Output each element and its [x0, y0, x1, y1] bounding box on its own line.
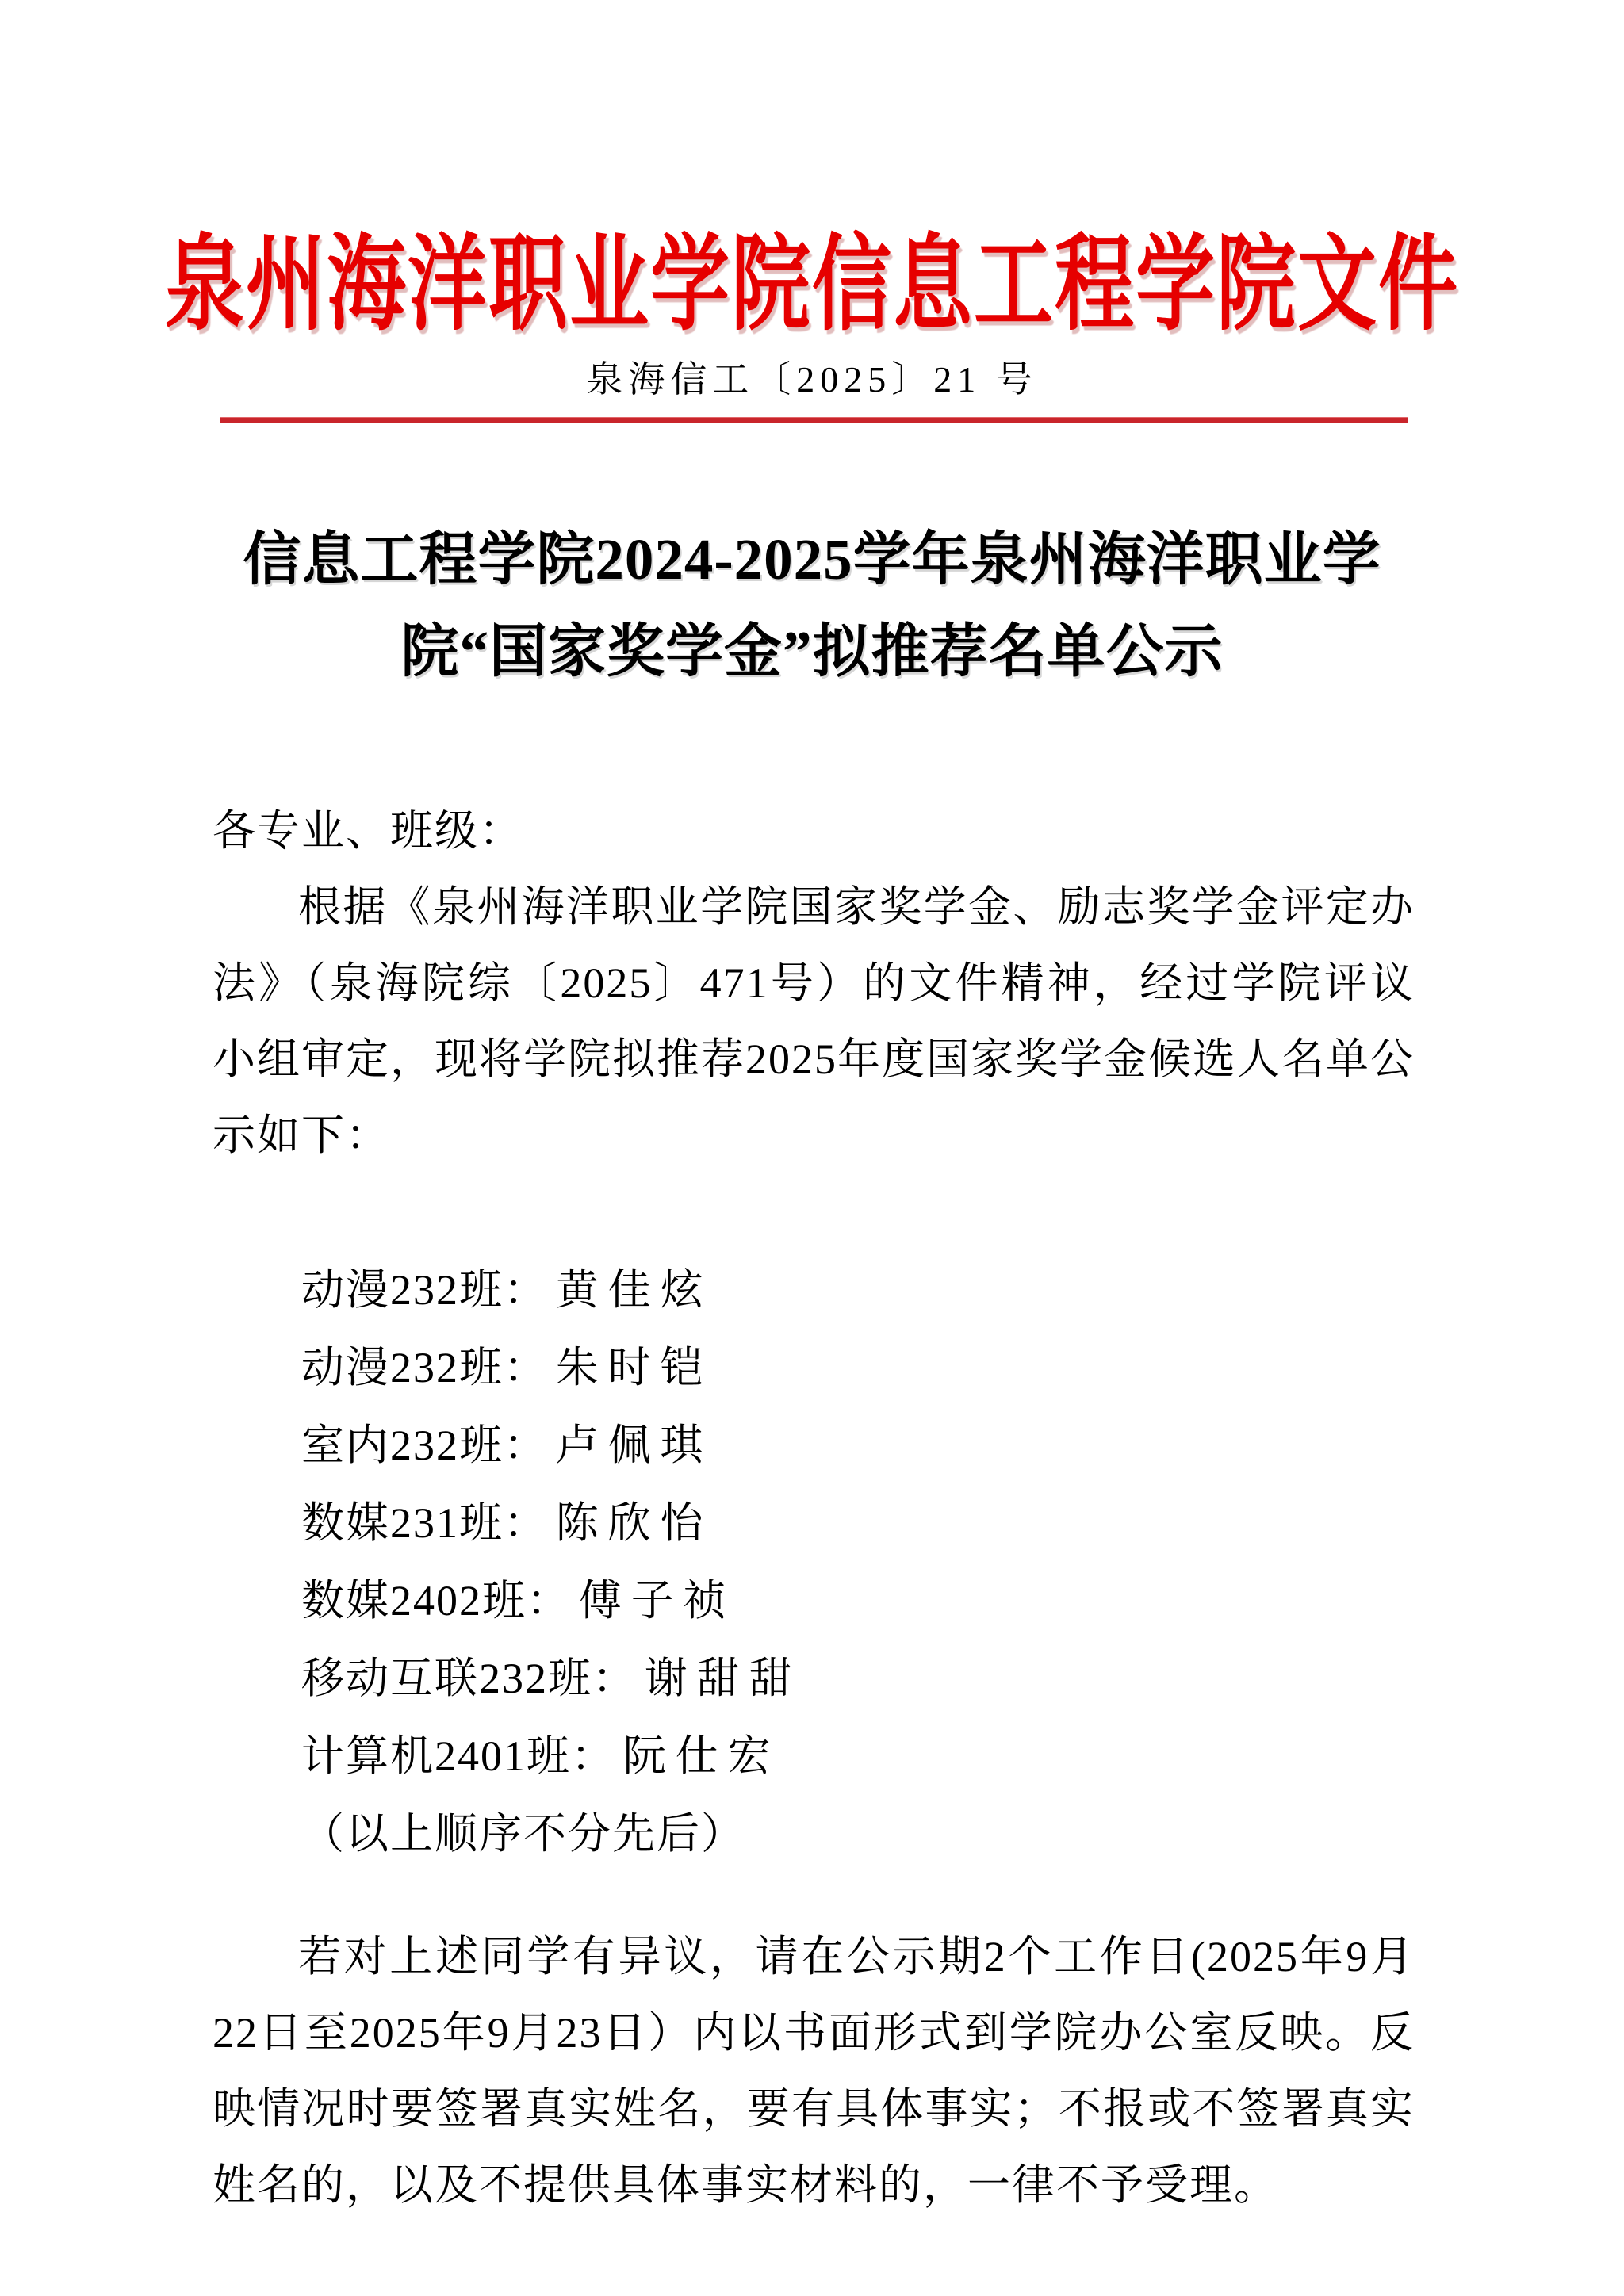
class-name-separator: ： — [504, 1266, 548, 1314]
student-list-item — [301, 1484, 1415, 1562]
student-class-label: 室内232班 — [301, 1422, 504, 1469]
intro-paragraph: 根据《泉州海洋职业学院国家奖学金、励志奖学金评定办法》（泉海院综〔2025〕471号）的文件精神，经过学院评议小组审定，现将学院拟推荐2025年度国家奖学金候选人名单公示如下： — [213, 883, 1415, 1159]
class-name-separator: ： — [527, 1577, 571, 1624]
class-name-separator: ： — [504, 1499, 548, 1547]
document-number: 泉海信工〔2025〕21 号 — [586, 359, 1038, 400]
student-name-label: 朱时铠 — [555, 1344, 713, 1391]
student-class-label: 动漫232班 — [301, 1344, 504, 1391]
student-class-label: 移动互联232班 — [301, 1655, 592, 1702]
student-name-label: 傅子祯 — [578, 1577, 736, 1624]
class-name-separator: ： — [571, 1732, 615, 1780]
salutation: 各专业、班级： — [213, 807, 523, 855]
document-title — [0, 514, 1624, 698]
student-name-label: 谢甜甜 — [644, 1655, 802, 1702]
class-name-separator: ： — [592, 1655, 637, 1702]
class-name-separator: ： — [504, 1344, 548, 1391]
student-class-label: 数媒2402班 — [301, 1577, 527, 1624]
class-name-separator: ： — [504, 1422, 548, 1469]
student-list — [213, 1251, 1415, 1795]
student-name-label: 陈欣怡 — [555, 1499, 713, 1547]
student-name-label: 黄佳炫 — [555, 1266, 713, 1314]
student-class-label: 动漫232班 — [301, 1266, 504, 1314]
student-list-item — [301, 1640, 1415, 1717]
student-class-label: 计算机2401班 — [301, 1732, 571, 1780]
student-name-label: 阮仕宏 — [622, 1732, 780, 1780]
student-list-item — [301, 1562, 1415, 1640]
document-title-line2: 院“国家奖学金”拟推荐名单公示 — [400, 619, 1224, 683]
letterhead-org-title: 泉州海洋职业学院信息工程学院文件 — [165, 227, 1459, 343]
student-list-item — [301, 1251, 1415, 1329]
student-list-item — [301, 1406, 1415, 1484]
letterhead-divider-rule — [220, 417, 1408, 423]
student-list-note: （以上顺序不分先后） — [301, 1810, 745, 1858]
student-name-label: 卢佩琪 — [555, 1422, 713, 1469]
student-list-item — [301, 1329, 1415, 1406]
student-class-label: 数媒231班 — [301, 1499, 504, 1547]
objection-paragraph: 若对上述同学有异议，请在公示期2个工作日(2025年9月22日至2025年9月23日）内以书面形式到学院办公室反映。反映情况时要签署真实姓名，要有具体事实；不报或不签署真实姓名的，以及不提供具体事实材料的，一律不予受理。 — [213, 1933, 1415, 2209]
document-title-line1: 信息工程学院2024-2025学年泉州海洋职业学 — [243, 527, 1381, 591]
student-list-item — [301, 1717, 1415, 1795]
document-body — [213, 793, 1415, 2223]
